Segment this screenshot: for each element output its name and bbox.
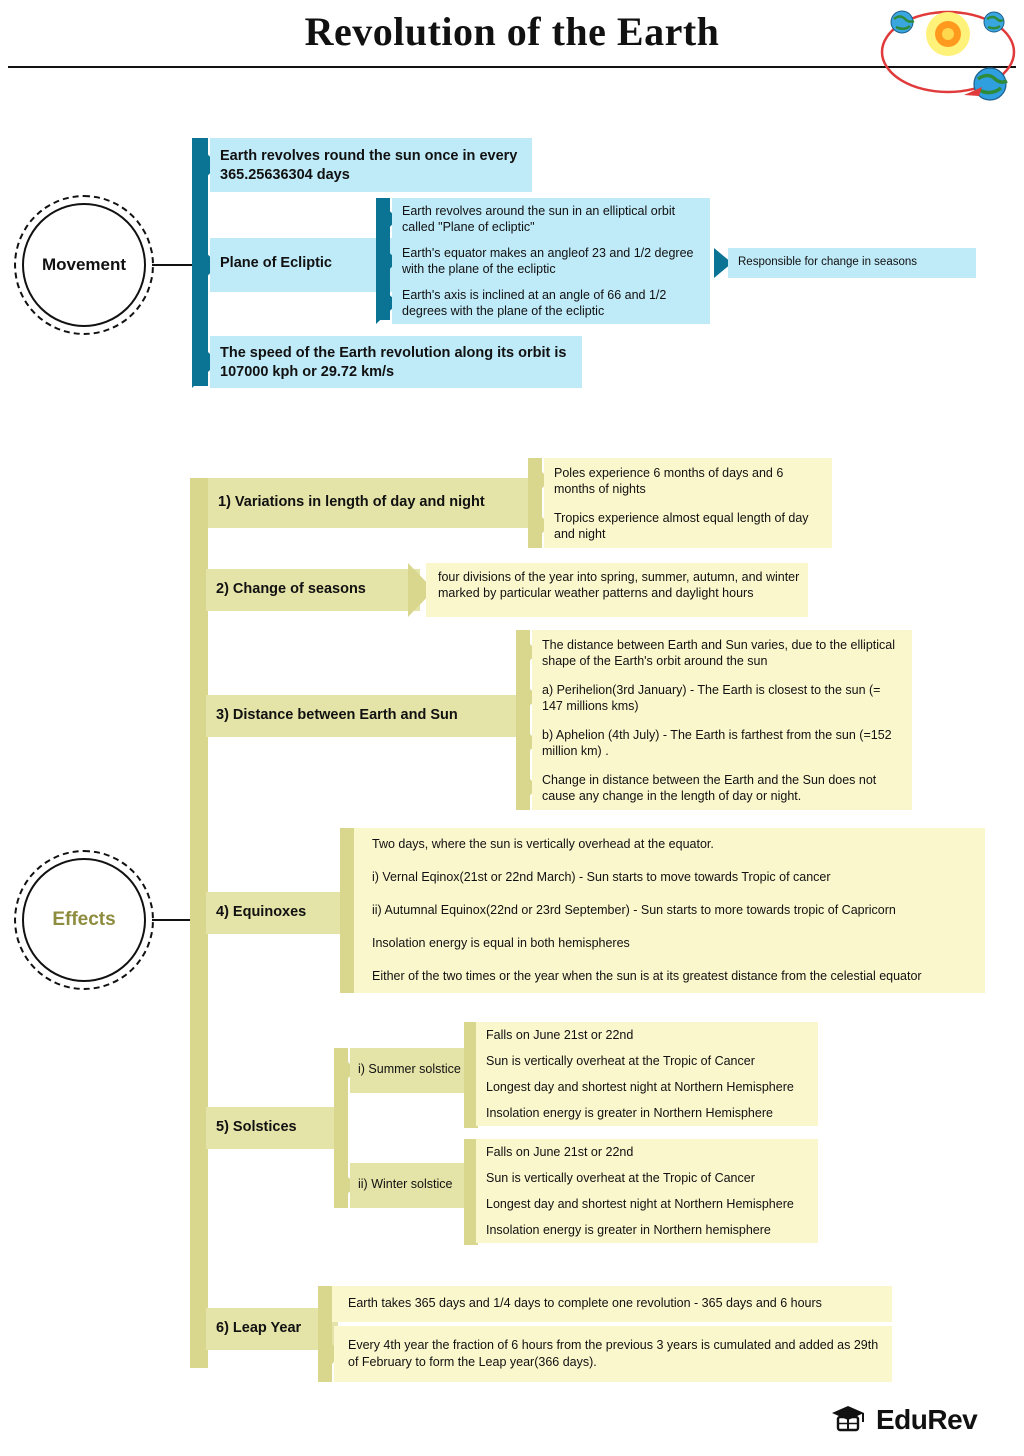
edurev-logo-text: EduRev <box>876 1404 978 1435</box>
effects-item-4-child-1 <box>340 828 985 861</box>
effects-item-1-child-1-label: Poles experience 6 months of days and 6 months of nights <box>554 466 784 496</box>
effects-item-2-child-1-label: four divisions of the year into spring, summer, autumn, and winter marked by particular weather patterns and daylight hours <box>438 570 800 600</box>
summer-solstice-child-2-label: Sun is vertically overheat at the Tropic of Cancer <box>486 1054 755 1068</box>
effects-item-4-child-4-label: Insolation energy is equal in both hemispheres <box>372 936 630 950</box>
movement-item-3 <box>192 336 582 388</box>
effects-item-3-child-1-label: The distance between Earth and Sun varies, due to the elliptical shape of the Earth's orbit around the sun <box>542 638 895 668</box>
winter-solstice-child-1-label: Falls on June 21st or 22nd <box>486 1145 634 1159</box>
effects-item-5-label: 5) Solstices <box>216 1119 297 1135</box>
effects-item-4 <box>190 892 340 934</box>
summer-solstice-child-3 <box>464 1074 818 1100</box>
effects-item-3-child-1 <box>516 630 912 675</box>
title-bar <box>0 0 1024 72</box>
title-divider <box>8 66 1016 68</box>
movement-hub-label: Movement <box>22 203 146 327</box>
effects-item-3-child-4 <box>516 765 912 810</box>
effects-item-5 <box>190 1107 335 1149</box>
page-title: Revolution of the Earth <box>304 9 720 54</box>
effects-item-4-child-4 <box>340 927 985 960</box>
effects-item-3-child-2-label: a) Perihelion(3rd January) - The Earth is closest to the sun (= 147 millions kms) <box>542 683 881 713</box>
graduation-cap-icon <box>828 1400 868 1441</box>
summer-solstice-child-4-label: Insolation energy is greater in Northern Hemisphere <box>486 1106 773 1120</box>
winter-solstice-child-4-label: Insolation energy is greater in Northern hemisphere <box>486 1223 771 1237</box>
effects-item-2-label: 2) Change of seasons <box>216 581 366 597</box>
effects-item-4-child-5 <box>340 960 985 993</box>
summer-solstice-child-3-label: Longest day and shortest night at Northern Hemisphere <box>486 1080 794 1094</box>
plane-of-ecliptic-child-1-label: Earth revolves around the sun in an elliptical orbit called "Plane of ecliptic" <box>402 204 676 234</box>
effects-item-3-child-4-label: Change in distance between the Earth and the Sun does not cause any change in the length of day or night. <box>542 773 877 803</box>
plane-of-ecliptic-child-1 <box>376 198 710 240</box>
plane-of-ecliptic-child-3 <box>376 282 710 324</box>
effects-hub <box>14 850 154 990</box>
movement-item-2-label: Plane of Ecliptic <box>220 255 332 271</box>
effects-item-4-child-3 <box>340 894 985 927</box>
effects-item-6-child-1 <box>318 1286 892 1322</box>
earth-orbit-sun-icon <box>876 0 1024 110</box>
effects-item-4-child-5-label: Either of the two times or the year when the sun is at its greatest distance from the celestial equator <box>372 969 922 983</box>
winter-solstice-group <box>334 1163 470 1208</box>
winter-solstice-child-3 <box>464 1191 818 1217</box>
winter-solstice-child-3-label: Longest day and shortest night at Northern Hemisphere <box>486 1197 794 1211</box>
plane-of-ecliptic-child-3-label: Earth's axis is inclined at an angle of 66 and 1/2 degrees with the plane of the ecliptic <box>402 288 667 318</box>
effects-item-2 <box>190 569 420 611</box>
effects-item-3-child-2 <box>516 675 912 720</box>
effects-item-6-child-2-label: Every 4th year the fraction of 6 hours from the previous 3 years is cumulated and added as 29th of February to form the Leap year(366 days). <box>348 1338 879 1369</box>
effects-item-2-child-1 <box>408 563 808 617</box>
winter-solstice-child-4 <box>464 1217 818 1243</box>
effects-item-1-child-1 <box>528 458 832 503</box>
effects-item-1-child-2 <box>528 503 832 548</box>
effects-item-1-label: 1) Variations in length of day and night <box>218 494 485 510</box>
movement-item-2 <box>192 238 392 292</box>
effects-item-3-label: 3) Distance between Earth and Sun <box>216 707 458 723</box>
effects-item-3-child-3 <box>516 720 912 765</box>
effects-item-1 <box>190 478 540 528</box>
effects-item-1-child-2-label: Tropics experience almost equal length of day and night <box>554 511 809 541</box>
effects-item-6-child-2 <box>318 1326 892 1382</box>
effects-item-4-child-1-label: Two days, where the sun is vertically overhead at the equator. <box>372 837 714 851</box>
effects-hub-label: Effects <box>22 858 146 982</box>
winter-solstice-child-2 <box>464 1165 818 1191</box>
summer-solstice-child-1-label: Falls on June 21st or 22nd <box>486 1028 634 1042</box>
effects-item-3-child-3-label: b) Aphelion (4th July) - The Earth is farthest from the sun (=152 million km) . <box>542 728 892 758</box>
seasons-note <box>714 248 976 278</box>
summer-solstice-child-2 <box>464 1048 818 1074</box>
effects-item-4-child-3-label: ii) Autumnal Equinox(22nd or 23rd September) - Sun starts to more towards tropic of Capricorn <box>372 903 896 917</box>
effects-item-4-label: 4) Equinoxes <box>216 904 307 920</box>
summer-solstice-group <box>334 1048 470 1093</box>
summer-solstice-child-4 <box>464 1100 818 1126</box>
effects-item-6-label: 6) Leap Year <box>216 1320 302 1336</box>
summer-solstice-child-1 <box>464 1022 818 1048</box>
movement-item-1-label: Earth revolves round the sun once in every 365.25636304 days <box>220 148 518 183</box>
effects-item-6 <box>190 1308 338 1350</box>
movement-hub <box>14 195 154 335</box>
summer-solstice-label: i) Summer solstice <box>358 1062 461 1076</box>
plane-of-ecliptic-child-2-label: Earth's equator makes an angleof 23 and 1/2 degree with the plane of the ecliptic <box>402 246 694 276</box>
plane-of-ecliptic-child-2 <box>376 240 710 282</box>
movement-item-3-label: The speed of the Earth revolution along its orbit is 107000 kph or 29.72 km/s <box>220 345 567 380</box>
edurev-logo <box>828 1398 1008 1442</box>
effects-item-4-child-2 <box>340 861 985 894</box>
movement-item-1 <box>192 138 532 192</box>
winter-solstice-label: ii) Winter solstice <box>358 1177 453 1191</box>
effects-item-6-child-1-label: Earth takes 365 days and 1/4 days to complete one revolution - 365 days and 6 hours <box>348 1296 822 1310</box>
effects-item-4-child-2-label: i) Vernal Eqinox(21st or 22nd March) - Sun starts to move towards Tropic of cancer <box>372 870 831 884</box>
effects-item-3 <box>190 695 520 737</box>
seasons-note-label: Responsible for change in seasons <box>738 256 918 268</box>
winter-solstice-child-2-label: Sun is vertically overheat at the Tropic of Cancer <box>486 1171 755 1185</box>
winter-solstice-child-1 <box>464 1139 818 1165</box>
